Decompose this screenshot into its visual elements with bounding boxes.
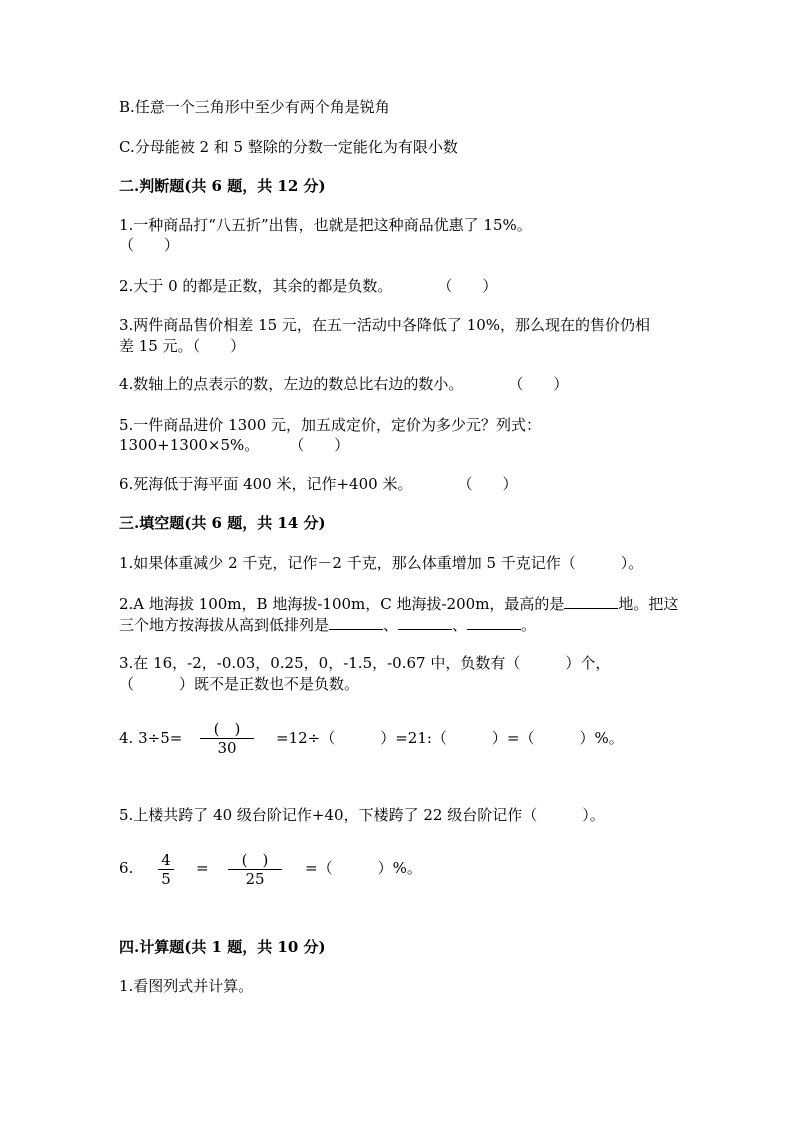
fill-q6-prefix: 6. (119, 859, 134, 877)
fill-q6-suffix: =（ ）%。 (305, 859, 422, 877)
judge-q3-line1: 3.两件商品售价相差 15 元，在五一活动中各降低了 10%，那么现在的售价仍相 (119, 316, 651, 334)
judge-q2: 2.大于 0 的都是正数，其余的都是负数。 （ ） (119, 277, 498, 295)
answer-blank-order-1[interactable] (329, 614, 383, 630)
fill-q2-line2 (119, 614, 536, 635)
option-c: C.分母能被 2 和 5 整除的分数一定能化为有限小数 (119, 138, 458, 156)
option-b: B.任意一个三角形中至少有两个角是锐角 (119, 98, 390, 116)
fill-q4-suffix: =12÷（ ）=21:（ ）=（ ）%。 (276, 729, 624, 747)
fill-q2-sep-2: 、 (452, 616, 468, 634)
fraction-numerator: 4 (158, 852, 174, 870)
answer-blank-highest[interactable] (564, 593, 618, 609)
fill-q2-text-a: 2.A 地海拔 100m，B 地海拔-100m，C 地海拔-200m，最高的是 (119, 595, 565, 613)
judge-q5-line2: 1300+1300×5%。 （ ） (119, 436, 350, 454)
fill-q3-line2: （ ）既不是正数也不是负数。 (119, 675, 360, 693)
calc-q1: 1.看图列式并计算。 (119, 977, 254, 995)
fill-q6-equals: = (196, 859, 209, 877)
fill-q6-fraction-2 (228, 852, 282, 887)
judge-q5-line1: 5.一件商品进价 1300 元，加五成定价，定价为多少元？列式： (119, 416, 542, 434)
judge-q1-answer: （ ） (119, 236, 180, 254)
fill-q2-text-c: 三个地方按海拔从高到低排列是 (119, 616, 330, 634)
fill-q6-fraction-1 (158, 852, 174, 887)
fraction-denominator: 30 (217, 739, 237, 757)
fill-q1: 1.如果体重减少 2 千克，记作－2 千克，那么体重增加 5 千克记作（ ）。 (119, 554, 644, 572)
fraction-numerator: ( ) (200, 721, 254, 739)
fraction-denominator: 5 (161, 870, 171, 888)
answer-blank-order-3[interactable] (467, 614, 521, 630)
fill-q2-sep-1: 、 (383, 616, 399, 634)
fraction-numerator: ( ) (228, 852, 282, 870)
section-3-title: 三.填空题(共 6 题，共 14 分) (119, 514, 326, 532)
section-2-title: 二.判断题(共 6 题，共 12 分) (119, 177, 326, 195)
fill-q3-line1: 3.在 16，-2，-0.03，0.25，0，-1.5，-0.67 中，负数有（ ）个， (119, 654, 611, 672)
fill-q2-end: 。 (521, 616, 537, 634)
section-4-title: 四.计算题(共 1 题，共 10 分) (119, 938, 326, 956)
judge-q6: 6.死海低于海平面 400 米，记作+400 米。 （ ） (119, 475, 518, 493)
judge-q4: 4.数轴上的点表示的数，左边的数总比右边的数小。 （ ） (119, 375, 569, 393)
answer-blank-order-2[interactable] (398, 614, 452, 630)
fill-q4-prefix: 4. 3÷5= (119, 729, 183, 747)
fill-q2-line1 (119, 593, 678, 614)
fill-q4-fraction (200, 721, 254, 756)
fill-q5: 5.上楼共跨了 40 级台阶记作+40，下楼跨了 22 级台阶记作（ ）。 (119, 806, 605, 824)
judge-q3-line2: 差 15 元。（ ） (119, 337, 246, 355)
judge-q1-line1: 1.一种商品打“八五折”出售，也就是把这种商品优惠了 15%。 (119, 216, 532, 234)
fraction-denominator: 25 (245, 870, 265, 888)
fill-q2-text-b: 地。把这 (618, 595, 679, 613)
